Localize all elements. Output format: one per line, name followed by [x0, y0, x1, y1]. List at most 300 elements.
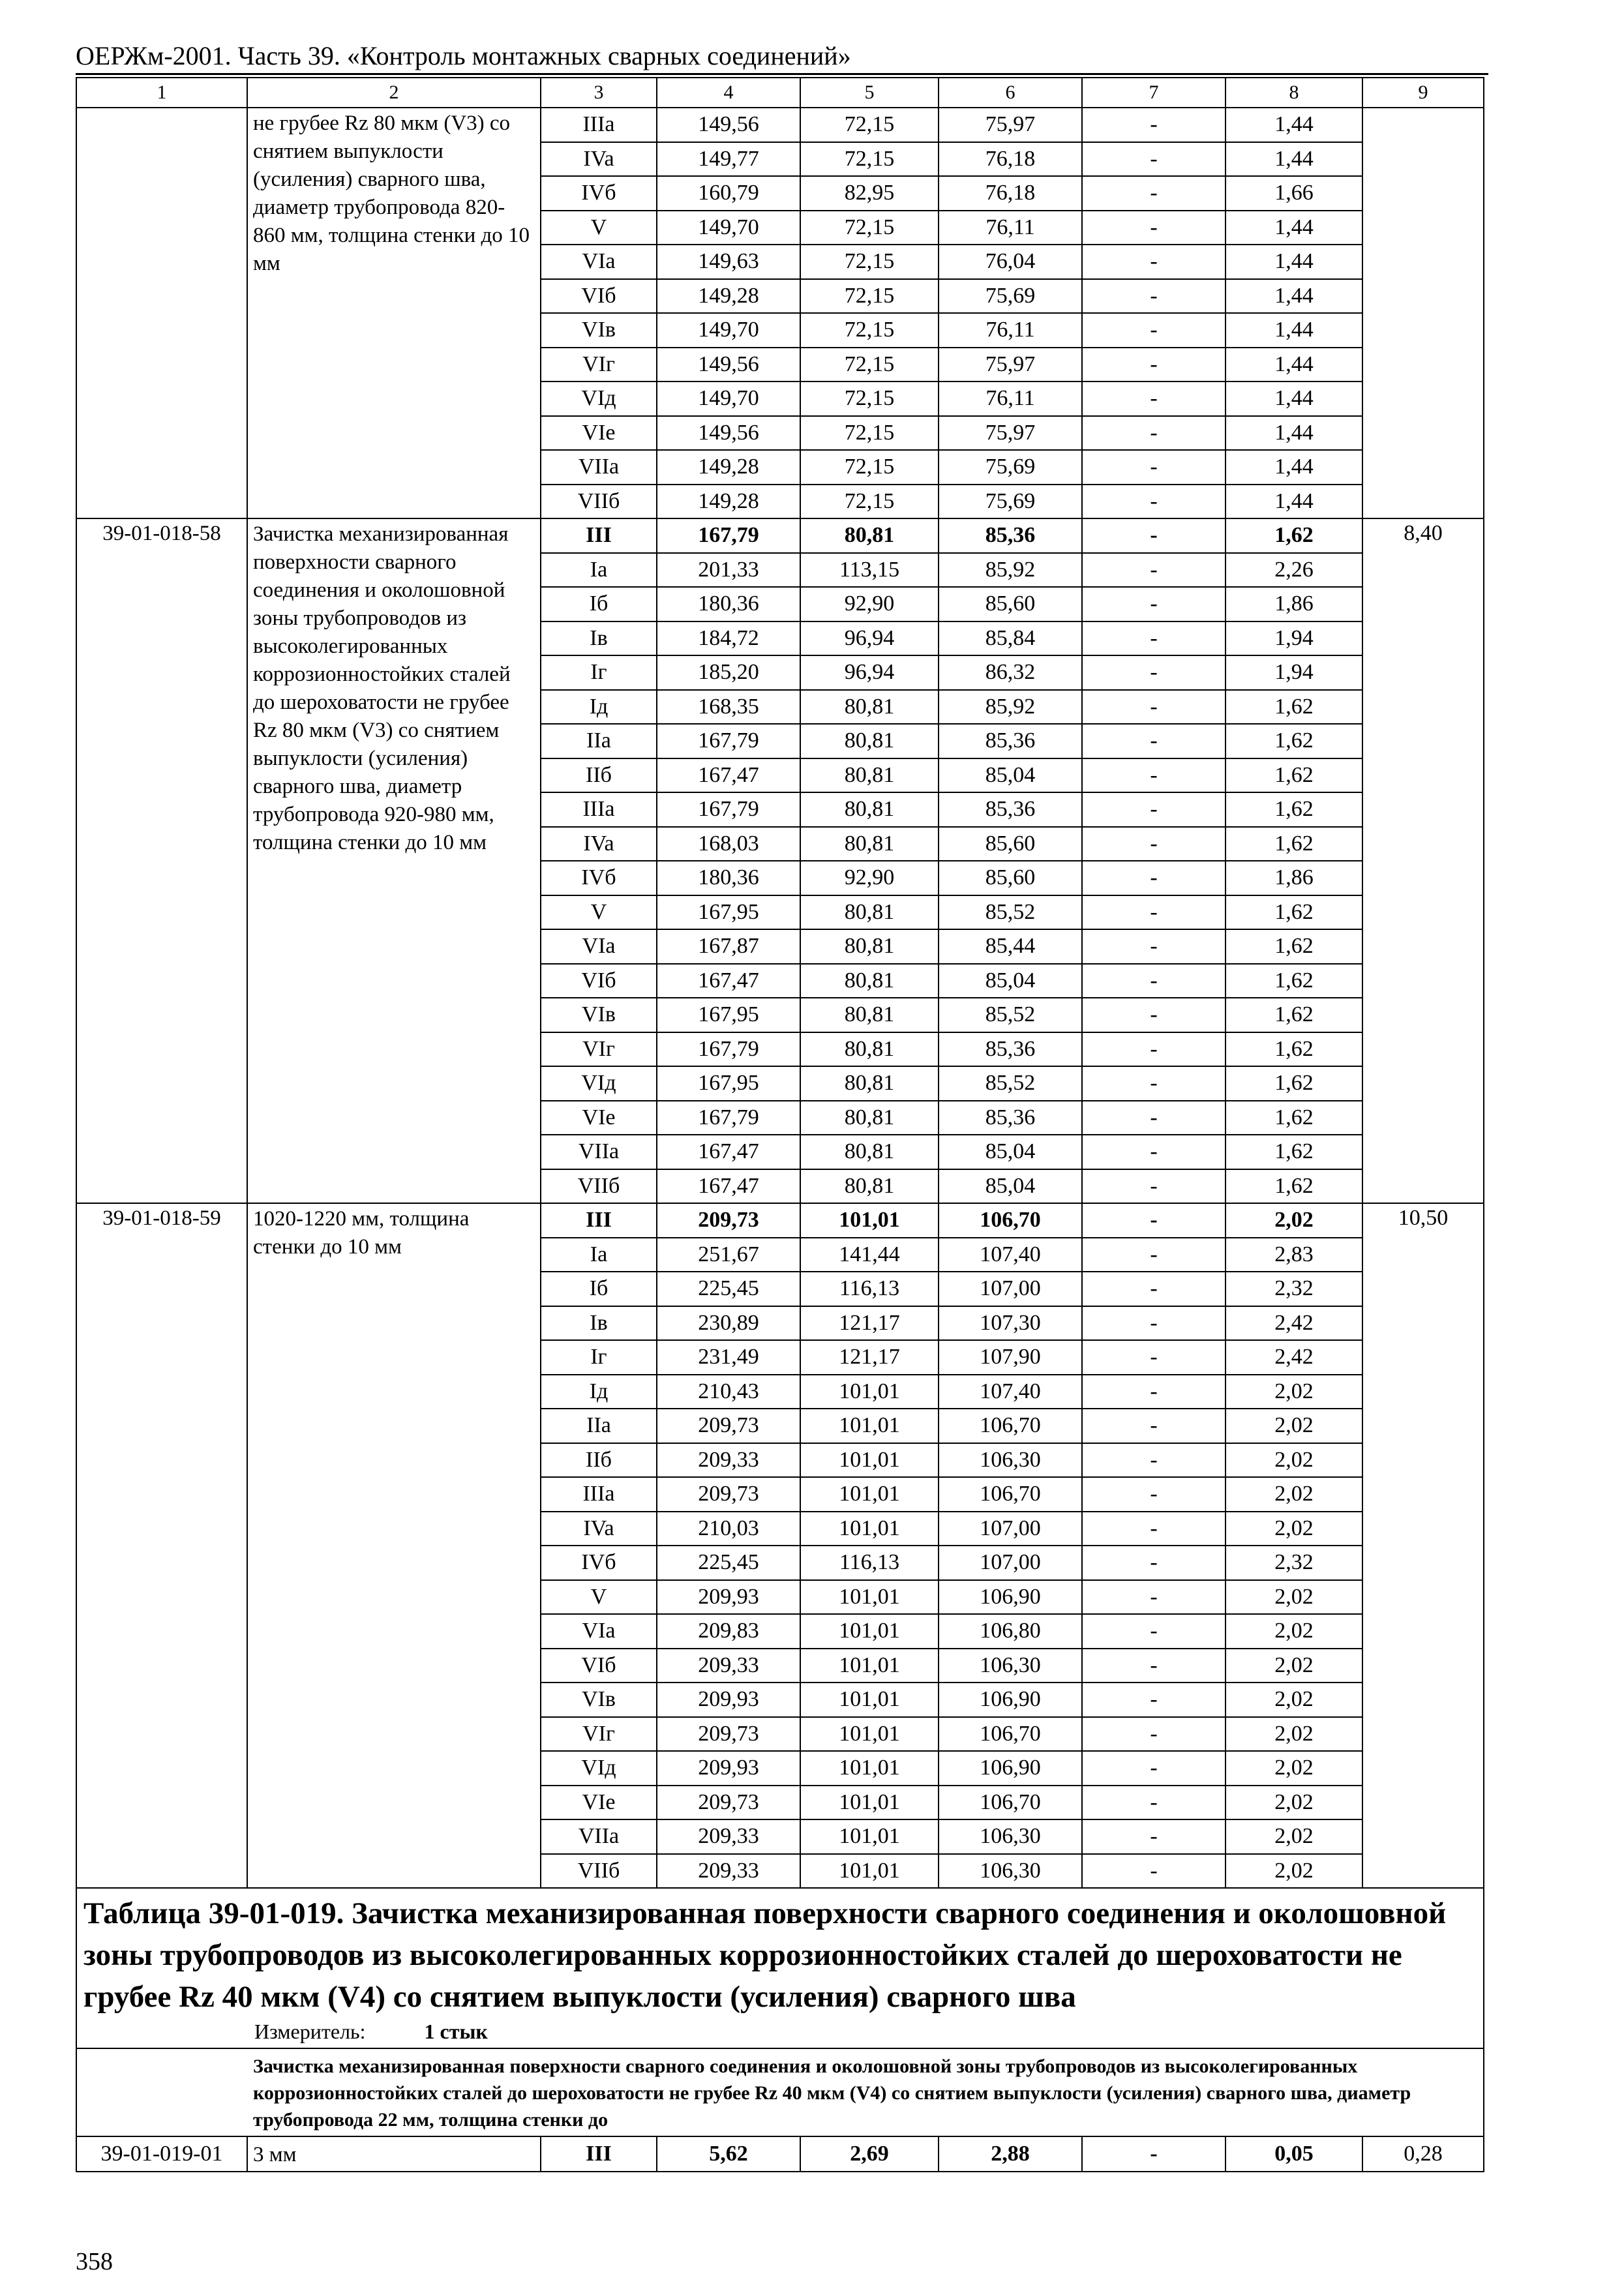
table-cell: 1,62: [1226, 1101, 1362, 1135]
rate-code: 39-01-019-01: [76, 2136, 247, 2172]
table-cell: 72,15: [800, 416, 939, 451]
table-cell: 101,01: [800, 1649, 939, 1683]
table-cell: IVб: [541, 1546, 657, 1580]
table-cell: 2,02: [1226, 1580, 1362, 1615]
table-cell: 116,13: [800, 1272, 939, 1306]
table-cell: III: [541, 1203, 657, 1238]
table-cell: 1,44: [1226, 485, 1362, 519]
table-cell: 1,86: [1226, 587, 1362, 621]
table-cell: 209,33: [657, 1854, 800, 1889]
table-cell: 80,81: [800, 998, 939, 1032]
table-cell: VIг: [541, 348, 657, 382]
work-description: 3 мм: [247, 2136, 541, 2172]
table-cell: 107,00: [939, 1512, 1082, 1546]
table-cell: 72,15: [800, 450, 939, 485]
table-cell: 75,97: [939, 348, 1082, 382]
table-cell: 1,62: [1226, 1032, 1362, 1067]
table-cell: -: [1082, 1066, 1226, 1101]
table-cell: -: [1082, 1409, 1226, 1443]
table-title-cell: [76, 1888, 1484, 2048]
table-cell: 106,30: [939, 1443, 1082, 1478]
measure-line: [83, 2018, 1477, 2045]
table-cell: 2,32: [1226, 1272, 1362, 1306]
table-cell: 116,13: [800, 1546, 939, 1580]
table-cell: -: [1082, 792, 1226, 827]
table-cell: 149,28: [657, 450, 800, 485]
table-cell: 107,00: [939, 1272, 1082, 1306]
table-cell: 107,40: [939, 1375, 1082, 1409]
table-cell: 72,15: [800, 348, 939, 382]
table-cell: -: [1082, 1203, 1226, 1238]
table-cell: 76,11: [939, 382, 1082, 416]
table-cell: 209,33: [657, 1443, 800, 1478]
table-cell: -: [1082, 998, 1226, 1032]
table-cell: 1,62: [1226, 792, 1362, 827]
table-cell: 101,01: [800, 1683, 939, 1717]
table-cell: -: [1082, 553, 1226, 588]
table-cell: -: [1082, 176, 1226, 211]
table-cell: 107,90: [939, 1340, 1082, 1375]
table-cell: 76,11: [939, 313, 1082, 348]
table-cell: 2,83: [1226, 1238, 1362, 1272]
header-rule: [76, 73, 1488, 75]
column-number: 9: [1362, 78, 1484, 108]
table-cell: 101,01: [800, 1717, 939, 1752]
table-cell: Iг: [541, 1340, 657, 1375]
table-cell: 85,60: [939, 827, 1082, 861]
table-cell: 201,33: [657, 553, 800, 588]
table-cell: III: [541, 2136, 657, 2172]
table-cell: 113,15: [800, 553, 939, 588]
table-cell: 106,30: [939, 1819, 1082, 1854]
table-cell: -: [1082, 1238, 1226, 1272]
table-cell: 76,04: [939, 245, 1082, 279]
work-description: 1020-1220 мм, толщина стенки до 10 мм: [247, 1203, 541, 1888]
table-cell: -: [1082, 518, 1226, 553]
table-cell: IIIa: [541, 792, 657, 827]
table-cell: 80,81: [800, 1066, 939, 1101]
table-cell: -: [1082, 1375, 1226, 1409]
table-cell: 149,56: [657, 108, 800, 142]
table-cell: 101,01: [800, 1614, 939, 1649]
table-cell: 2,02: [1226, 1477, 1362, 1512]
table-cell: 167,47: [657, 964, 800, 998]
table-cell: V: [541, 1580, 657, 1615]
table-cell: 209,73: [657, 1717, 800, 1752]
table-cell: 85,60: [939, 861, 1082, 895]
col9-value: 8,40: [1362, 518, 1484, 1203]
table-cell: 85,92: [939, 553, 1082, 588]
table-cell: 1,94: [1226, 621, 1362, 656]
table-cell: -: [1082, 142, 1226, 177]
table-cell: 80,81: [800, 929, 939, 964]
table-cell: 80,81: [800, 724, 939, 758]
table-cell: -: [1082, 348, 1226, 382]
running-title: ОЕРЖм-2001. Часть 39. «Контроль монтажных сварных соединений»: [76, 41, 851, 70]
table-cell: VIг: [541, 1717, 657, 1752]
table-cell: 209,93: [657, 1751, 800, 1786]
table-cell: -: [1082, 1854, 1226, 1889]
table-cell: 149,28: [657, 485, 800, 519]
table-cell: 85,52: [939, 1066, 1082, 1101]
table-cell: V: [541, 895, 657, 930]
table-cell: 2,02: [1226, 1683, 1362, 1717]
table-cell: 1,44: [1226, 348, 1362, 382]
table-row: [76, 2136, 1484, 2172]
table-cell: 2,69: [800, 2136, 939, 2172]
table-cell: 149,56: [657, 416, 800, 451]
table-cell: Ia: [541, 1238, 657, 1272]
col9-value: 0,28: [1362, 2136, 1484, 2172]
table-cell: 106,90: [939, 1683, 1082, 1717]
table-cell: 80,81: [800, 758, 939, 793]
table-cell: 2,02: [1226, 1786, 1362, 1820]
table-cell: 225,45: [657, 1272, 800, 1306]
table-cell: 210,03: [657, 1512, 800, 1546]
table-cell: 0,05: [1226, 2136, 1362, 2172]
table-cell: 75,69: [939, 450, 1082, 485]
table-cell: -: [1082, 1751, 1226, 1786]
table-cell: 2,42: [1226, 1340, 1362, 1375]
table-cell: 106,30: [939, 1854, 1082, 1889]
table-title: Таблица 39-01-019. Зачистка механизированная поверхности сварного соединения и околошовной зоны трубопроводов из высоколегированных коррозионностойких сталей до шероховатости не грубее Rz 40 мкм (V4) со снятием выпуклости (усиления) сварного шва: [83, 1896, 1447, 2014]
table-cell: 1,44: [1226, 279, 1362, 314]
table-cell: 209,33: [657, 1819, 800, 1854]
table-cell: -: [1082, 245, 1226, 279]
table-cell: VIб: [541, 279, 657, 314]
table-cell: 2,02: [1226, 1203, 1362, 1238]
table-cell: -: [1082, 1649, 1226, 1683]
table-cell: 76,11: [939, 211, 1082, 245]
table-cell: 72,15: [800, 485, 939, 519]
table-cell: IIIa: [541, 1477, 657, 1512]
table-cell: VIIб: [541, 1169, 657, 1204]
table-cell: -: [1082, 1272, 1226, 1306]
table-row: [76, 1203, 1484, 1238]
table-cell: -: [1082, 416, 1226, 451]
table-cell: 85,52: [939, 998, 1082, 1032]
table-cell: 101,01: [800, 1854, 939, 1889]
table-cell: -: [1082, 861, 1226, 895]
table-cell: -: [1082, 690, 1226, 725]
table-cell: VIe: [541, 1786, 657, 1820]
table-cell: 149,70: [657, 313, 800, 348]
table-cell: VIIб: [541, 485, 657, 519]
table-cell: -: [1082, 211, 1226, 245]
table-cell: 1,44: [1226, 211, 1362, 245]
table-cell: -: [1082, 1717, 1226, 1752]
table-cell: 149,70: [657, 211, 800, 245]
table-cell: 209,73: [657, 1203, 800, 1238]
table-cell: -: [1082, 929, 1226, 964]
table-cell: 85,52: [939, 895, 1082, 930]
column-number: 8: [1226, 78, 1362, 108]
table-cell: 1,86: [1226, 861, 1362, 895]
table-cell: 121,17: [800, 1306, 939, 1341]
table-cell: 101,01: [800, 1477, 939, 1512]
table-cell: 2,02: [1226, 1854, 1362, 1889]
table-cell: Iв: [541, 621, 657, 656]
table-cell: IIa: [541, 1409, 657, 1443]
table-cell: 167,47: [657, 1169, 800, 1204]
table-cell: -: [1082, 1546, 1226, 1580]
table-cell: -: [1082, 1101, 1226, 1135]
table-cell: 2,26: [1226, 553, 1362, 588]
table-cell: 96,94: [800, 621, 939, 656]
table-cell: 72,15: [800, 279, 939, 314]
table-cell: -: [1082, 621, 1226, 656]
table-cell: 107,00: [939, 1546, 1082, 1580]
table-cell: IIб: [541, 758, 657, 793]
price-table: [76, 77, 1484, 2172]
table-cell: 1,62: [1226, 895, 1362, 930]
table-cell: 85,36: [939, 724, 1082, 758]
table-cell: -: [1082, 382, 1226, 416]
table-cell: -: [1082, 1683, 1226, 1717]
table-cell: 2,02: [1226, 1751, 1362, 1786]
table-cell: V: [541, 211, 657, 245]
table-cell: 1,62: [1226, 724, 1362, 758]
table-cell: 2,02: [1226, 1717, 1362, 1752]
table-cell: 80,81: [800, 964, 939, 998]
table-cell: 72,15: [800, 313, 939, 348]
table-cell: 75,97: [939, 416, 1082, 451]
table-cell: IVa: [541, 827, 657, 861]
table-cell: 230,89: [657, 1306, 800, 1341]
table-cell: -: [1082, 1786, 1226, 1820]
table-cell: 1,62: [1226, 690, 1362, 725]
table-cell: 85,60: [939, 587, 1082, 621]
table-cell: 106,70: [939, 1717, 1082, 1752]
table-cell: -: [1082, 1032, 1226, 1067]
table-cell: 85,36: [939, 1032, 1082, 1067]
table-cell: 231,49: [657, 1340, 800, 1375]
work-description: не грубее Rz 80 мкм (V3) со снятием выпуклости (усиления) сварного шва, диаметр трубопровода 820-860 мм, толщина стенки до 10 мм: [247, 108, 541, 518]
table-cell: 85,92: [939, 690, 1082, 725]
table-cell: 209,73: [657, 1409, 800, 1443]
table-cell: 80,81: [800, 690, 939, 725]
table-cell: 167,95: [657, 998, 800, 1032]
table-cell: 80,81: [800, 1169, 939, 1204]
table-cell: 167,79: [657, 1101, 800, 1135]
table-cell: -: [1082, 485, 1226, 519]
table-cell: VIд: [541, 382, 657, 416]
table-cell: Ia: [541, 553, 657, 588]
table-cell: 141,44: [800, 1238, 939, 1272]
group-heading-row: [76, 2048, 1484, 2136]
table-cell: IVб: [541, 176, 657, 211]
table-cell: 80,81: [800, 895, 939, 930]
table-cell: -: [1082, 1443, 1226, 1478]
table-cell: -: [1082, 2136, 1226, 2172]
table-cell: 5,62: [657, 2136, 800, 2172]
table-cell: 85,36: [939, 518, 1082, 553]
table-cell: 85,04: [939, 758, 1082, 793]
table-cell: -: [1082, 1306, 1226, 1341]
table-cell: -: [1082, 758, 1226, 793]
table-cell: -: [1082, 895, 1226, 930]
table-cell: -: [1082, 1580, 1226, 1615]
table-cell: Iб: [541, 587, 657, 621]
rate-code: 39-01-018-59: [76, 1203, 247, 1888]
table-cell: 106,90: [939, 1580, 1082, 1615]
table-cell: 82,95: [800, 176, 939, 211]
table-cell: 106,70: [939, 1477, 1082, 1512]
table-cell: 184,72: [657, 621, 800, 656]
table-cell: 2,02: [1226, 1614, 1362, 1649]
table-cell: VIa: [541, 929, 657, 964]
table-cell: 1,44: [1226, 245, 1362, 279]
table-cell: VIг: [541, 1032, 657, 1067]
table-cell: 106,30: [939, 1649, 1082, 1683]
table-cell: 168,03: [657, 827, 800, 861]
table-cell: 209,93: [657, 1580, 800, 1615]
table-cell: -: [1082, 655, 1226, 690]
table-cell: 80,81: [800, 792, 939, 827]
table-cell: -: [1082, 279, 1226, 314]
table-cell: 92,90: [800, 587, 939, 621]
table-cell: 75,69: [939, 279, 1082, 314]
table-cell: 167,47: [657, 1135, 800, 1169]
table-cell: 185,20: [657, 655, 800, 690]
table-cell: VIa: [541, 245, 657, 279]
table-cell: VIe: [541, 416, 657, 451]
table-cell: 1,62: [1226, 964, 1362, 998]
table-cell: -: [1082, 313, 1226, 348]
table-cell: 80,81: [800, 518, 939, 553]
table-cell: -: [1082, 964, 1226, 998]
table-cell: VIв: [541, 998, 657, 1032]
table-cell: 167,79: [657, 792, 800, 827]
table-cell: 121,17: [800, 1340, 939, 1375]
table-cell: VIe: [541, 1101, 657, 1135]
table-cell: VIб: [541, 964, 657, 998]
table-cell: 1,62: [1226, 929, 1362, 964]
table-cell: 107,40: [939, 1238, 1082, 1272]
work-description: Зачистка механизированная поверхности сварного соединения и околошовной зоны трубопроводов из высоколегированных коррозионностойких сталей до шероховатости не грубее Rz 80 мкм (V3) со снятием выпуклости (усиления) сварного шва, диаметр трубопровода 920-980 мм, толщина стенки до 10 мм: [247, 518, 541, 1203]
table-cell: Iд: [541, 1375, 657, 1409]
table-title-row: [76, 1888, 1484, 2048]
table-cell: III: [541, 518, 657, 553]
table-cell: 210,43: [657, 1375, 800, 1409]
table-cell: 160,79: [657, 176, 800, 211]
table-cell: -: [1082, 1477, 1226, 1512]
table-cell: Iв: [541, 1306, 657, 1341]
table-cell: 149,70: [657, 382, 800, 416]
table-cell: -: [1082, 587, 1226, 621]
table-cell: VIa: [541, 1614, 657, 1649]
table-cell: 149,56: [657, 348, 800, 382]
measure-label: Измеритель:: [254, 2020, 366, 2043]
table-cell: VIIa: [541, 1135, 657, 1169]
table-cell: 2,02: [1226, 1375, 1362, 1409]
column-number: 7: [1082, 78, 1226, 108]
table-cell: VIIa: [541, 1819, 657, 1854]
column-number: 4: [657, 78, 800, 108]
table-cell: 101,01: [800, 1786, 939, 1820]
table-cell: 72,15: [800, 382, 939, 416]
col9-value: 10,50: [1362, 1203, 1484, 1888]
table-cell: 80,81: [800, 1101, 939, 1135]
table-cell: 180,36: [657, 861, 800, 895]
table-cell: 101,01: [800, 1819, 939, 1854]
table-cell: 101,01: [800, 1512, 939, 1546]
table-cell: 209,73: [657, 1786, 800, 1820]
column-number: 6: [939, 78, 1082, 108]
table-cell: 107,30: [939, 1306, 1082, 1341]
table-cell: 85,36: [939, 1101, 1082, 1135]
table-cell: 96,94: [800, 655, 939, 690]
table-cell: VIб: [541, 1649, 657, 1683]
table-cell: 106,90: [939, 1751, 1082, 1786]
table-cell: 1,62: [1226, 1066, 1362, 1101]
measure-value: 1 стык: [424, 2020, 488, 2043]
table-cell: 180,36: [657, 587, 800, 621]
table-cell: 2,32: [1226, 1546, 1362, 1580]
table-cell: 1,62: [1226, 1135, 1362, 1169]
table-cell: 1,62: [1226, 518, 1362, 553]
table-row: [76, 108, 1484, 142]
table-cell: -: [1082, 1614, 1226, 1649]
table-cell: 101,01: [800, 1409, 939, 1443]
table-cell: 72,15: [800, 108, 939, 142]
table-cell: 92,90: [800, 861, 939, 895]
table-cell: 75,97: [939, 108, 1082, 142]
table-cell: IVa: [541, 142, 657, 177]
table-cell: 2,02: [1226, 1512, 1362, 1546]
table-cell: 85,44: [939, 929, 1082, 964]
table-cell: VIв: [541, 313, 657, 348]
table-cell: 167,79: [657, 724, 800, 758]
table-cell: 85,04: [939, 1135, 1082, 1169]
table-cell: 76,18: [939, 176, 1082, 211]
table-cell: 2,02: [1226, 1409, 1362, 1443]
table-cell: 101,01: [800, 1751, 939, 1786]
table-cell: 167,95: [657, 895, 800, 930]
table-cell: 209,33: [657, 1649, 800, 1683]
table-cell: IIa: [541, 724, 657, 758]
table-cell: 167,95: [657, 1066, 800, 1101]
table-cell: -: [1082, 1135, 1226, 1169]
table-cell: 85,36: [939, 792, 1082, 827]
column-number: 1: [76, 78, 247, 108]
table-cell: 80,81: [800, 1135, 939, 1169]
table-cell: 106,70: [939, 1409, 1082, 1443]
table-cell: -: [1082, 1340, 1226, 1375]
table-cell: 2,02: [1226, 1649, 1362, 1683]
col9-value: [1362, 108, 1484, 518]
rate-code: 39-01-018-58: [76, 518, 247, 1203]
table-cell: 106,70: [939, 1786, 1082, 1820]
table-cell: 1,44: [1226, 313, 1362, 348]
table-cell: 101,01: [800, 1580, 939, 1615]
table-cell: 101,01: [800, 1443, 939, 1478]
table-cell: 76,18: [939, 142, 1082, 177]
table-cell: 1,44: [1226, 382, 1362, 416]
group-heading: Зачистка механизированная поверхности сварного соединения и околошовной зоны трубопроводов из высоколегированных коррозионностойких сталей до шероховатости не грубее Rz 40 мкм (V4) со снятием выпуклости (усиления) сварного шва, диаметр трубопровода 22 мм, толщина стенки до: [76, 2048, 1484, 2136]
table-cell: 101,01: [800, 1375, 939, 1409]
table-cell: VIд: [541, 1751, 657, 1786]
table-cell: 209,93: [657, 1683, 800, 1717]
table-cell: Iб: [541, 1272, 657, 1306]
table-cell: 209,73: [657, 1477, 800, 1512]
column-number-row: [76, 78, 1484, 108]
table-cell: 1,62: [1226, 998, 1362, 1032]
table-cell: 2,88: [939, 2136, 1082, 2172]
table-cell: 2,02: [1226, 1443, 1362, 1478]
table-cell: 1,62: [1226, 827, 1362, 861]
table-cell: 167,87: [657, 929, 800, 964]
